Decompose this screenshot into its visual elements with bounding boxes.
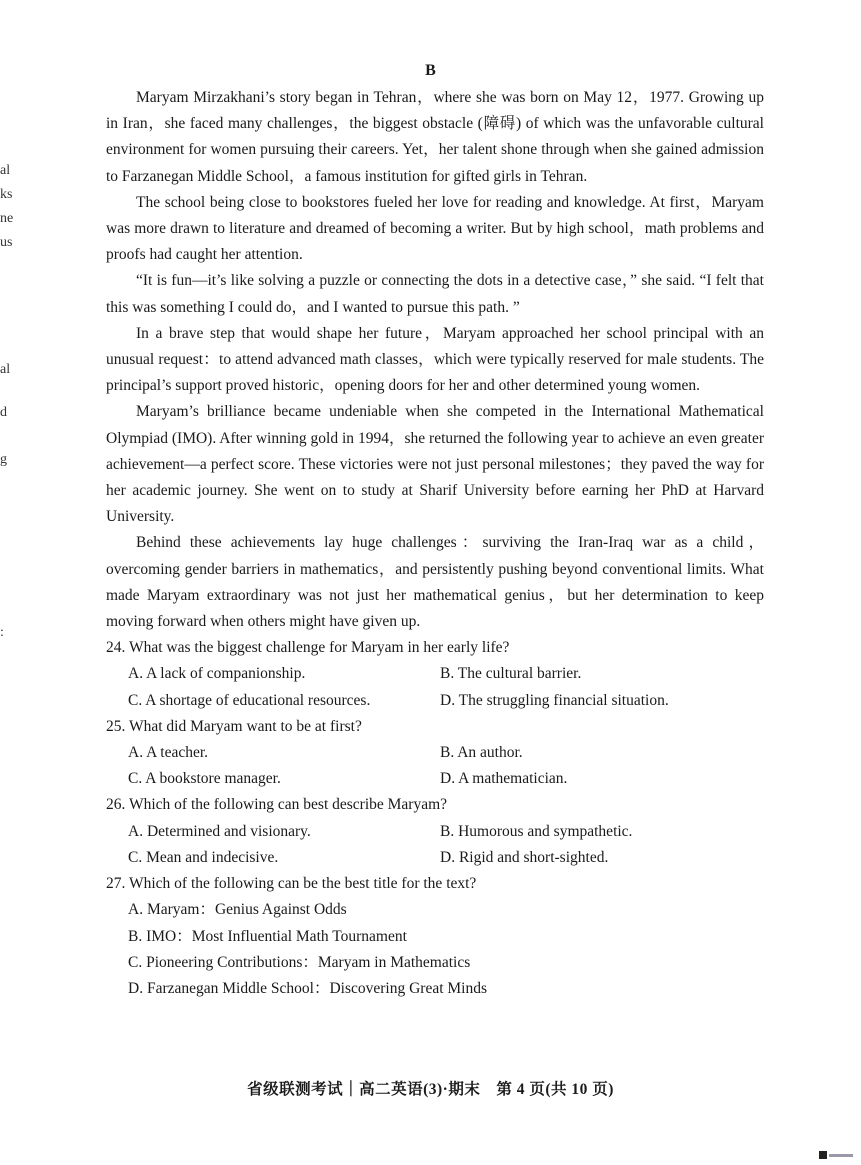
option-b: B. IMO：Most Influential Math Tournament [128, 927, 407, 945]
paragraph: In a brave step that would shape her future，Maryam approached her school principal with an unusual request：to attend advanced math classes，which were typically reserved for male students. The principal’s support proved historic，opening doors for her and other determined young women. [106, 324, 764, 395]
option-c: C. A bookstore manager. [128, 770, 281, 788]
edge-fragment: al [0, 163, 11, 178]
page-footer: 省级联测考试｜高二英语(3)·期末 第 4 页(共 10 页) [247, 1081, 614, 1098]
option-c: C. Mean and indecisive. [128, 848, 279, 866]
question-stem: 25. What did Maryam want to be at first? [106, 717, 362, 735]
section-title: B [425, 62, 436, 79]
edge-fragment: us [0, 235, 13, 250]
option-a: A. A teacher. [128, 744, 209, 762]
option-a: A. A lack of companionship. [128, 665, 306, 683]
option-b: B. The cultural barrier. [440, 665, 582, 683]
paragraph: Maryam’s brilliance became undeniable when she competed in the International Mathematical Olympiad (IMO). After winning gold in 1994，she returned the following year to achieve an even greater achievement—a perfect score. These victories were not just personal milestones；they paved the way for her academic journey. She went on to study at Sharif University before earning her PhD at Harvard University. [106, 403, 764, 526]
option-c: C. A shortage of educational resources. [128, 691, 371, 709]
edge-fragment: al [0, 362, 11, 377]
paragraph: The school being close to bookstores fueled her love for reading and knowledge. At first，Maryam was more drawn to literature and dreamed of becoming a writer. But by high school，math problems and proofs had caught her attention. [106, 193, 764, 264]
edge-fragment: ne [0, 211, 14, 226]
option-b: B. An author. [440, 744, 523, 762]
question-24 [106, 635, 764, 714]
option-b: B. Humorous and sympathetic. [440, 822, 633, 840]
paragraph: Behind these achievements lay huge challenges：surviving the Iran-Iraq war as a child，overcoming gender barriers in mathematics，and persistently pushing beyond conventional limits. What made Maryam extraordinary was not just her mathematical genius，but her determination to keep moving forward when others might have given up. [106, 534, 764, 631]
option-a: A. Maryam：Genius Against Odds [128, 901, 347, 919]
question-26 [106, 792, 764, 871]
question-stem: 27. Which of the following can be the best title for the text? [106, 875, 477, 893]
option-d: D. Rigid and short-sighted. [440, 848, 609, 866]
edge-fragment: ks [0, 187, 13, 202]
question-stem: 24. What was the biggest challenge for Maryam in her early life? [106, 639, 510, 657]
option-a: A. Determined and visionary. [128, 822, 311, 840]
edge-fragment: d [0, 405, 7, 420]
option-d: D. Farzanegan Middle School：Discovering Great Minds [128, 979, 488, 997]
question-25 [106, 714, 764, 793]
question-27 [106, 871, 764, 1002]
reading-passage [106, 85, 764, 1002]
option-d: D. The struggling financial situation. [440, 691, 669, 709]
watermark-logo-icon [819, 1151, 855, 1159]
question-stem: 26. Which of the following can best describe Maryam? [106, 796, 448, 814]
edge-fragment: : [0, 625, 4, 640]
option-c: C. Pioneering Contributions：Maryam in Mathematics [128, 953, 471, 971]
paragraph: Maryam Mirzakhani’s story began in Tehran，where she was born on May 12，1977. Growing up in Iran，she faced many challenges，the biggest obstacle (障碍) of which was the unfavorable cultural environment for women pursuing their careers. Yet，her talent shone through when she gained admission to Farzanegan Middle School，a famous institution for gifted girls in Tehran. [106, 89, 764, 185]
option-d: D. A mathematician. [440, 770, 568, 788]
edge-fragment: g [0, 452, 7, 467]
paragraph: “It is fun—it’s like solving a puzzle or connecting the dots in a detective case，” she said. “I felt that this was something I could do，and I wanted to pursue this path. ” [106, 272, 764, 316]
